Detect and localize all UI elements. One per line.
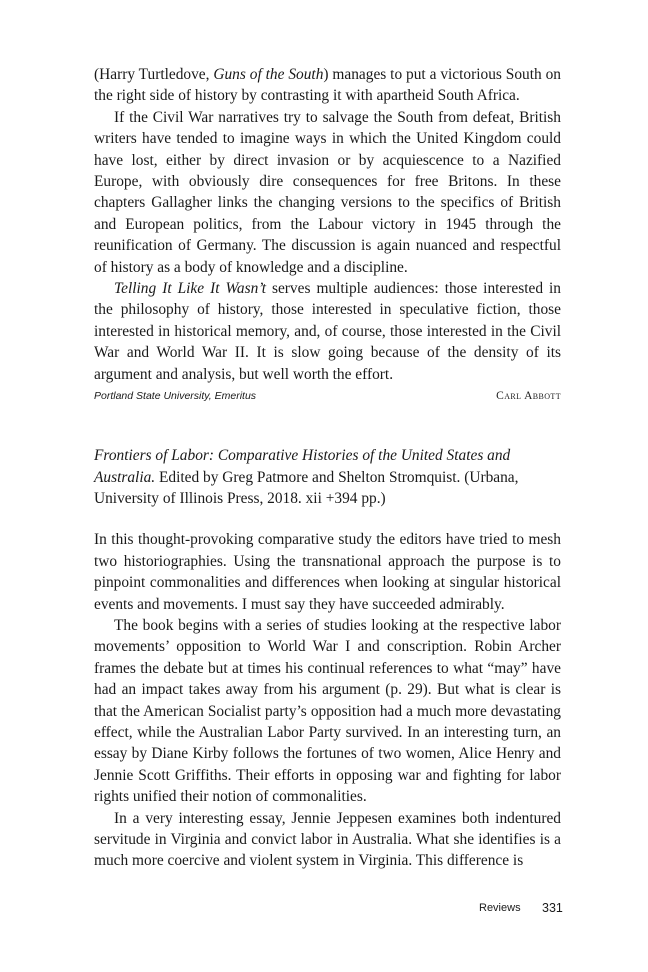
review1-paragraph-3: [94, 278, 561, 385]
page-number: 331: [542, 901, 563, 915]
book-details: Edited by Greg Patmore and Shelton Stromquist. (Urbana, University of Illinois Press, 2018. xii +394 pp.): [94, 468, 519, 507]
review1-signature: [94, 389, 561, 403]
review1-paragraph-2: If the Civil War narratives try to salvage the South from defeat, British writers have tended to imagine ways in which the United Kingdom could have lost, either by direct invasion or by acquiescence to a Nazified Europe, with obviously dire consequences for free Britons. In these chapters Gallagher links the changing versions to the specifics of British and European politics, from the Labour victory in 1945 through the reunification of Germany. The discussion is again nuanced and respectful of history as a body of knowledge and a discipline.: [94, 108, 561, 276]
review2-heading: [94, 445, 561, 509]
review2-paragraph-2: The book begins with a series of studies looking at the respective labor movements’ opposition to World War I and conscription. Robin Archer frames the debate but at times his continual references to what “may” have had an impact takes away from his argument (p. 29). But what is clear is that the American Socialist party’s opposition had a much more devastating effect, while the Australian Labor Party survived. In an interesting turn, an essay by Diane Kirby follows the fortunes of two women, Alice Henry and Jennie Scott Griffiths. Their efforts in opposing war and fighting for labor rights unified their notion of commonalities.: [94, 616, 561, 806]
text-run: ) manages to put a victorious South on the right side of history by contrasting it with apartheid South Africa.: [94, 66, 562, 105]
review2-citation: [94, 445, 561, 509]
running-footer-section: Reviews: [479, 902, 521, 914]
text-run: serves multiple audiences: those interested in the philosophy of history, those interested in speculative fiction, those interested in historical memory, and, of course, those interested in the Civil War and World War II. It is slow going because of the density of its argument and analysis, but well worth the effort.: [94, 280, 561, 383]
text-run: (Harry Turtledove,: [94, 66, 214, 83]
reviewer-name: Carl Abbott: [496, 390, 561, 403]
review1-paragraph-1: [94, 64, 561, 107]
book-title-italic: Telling It Like It Wasn’t: [114, 280, 266, 298]
book-title-italic: Guns of the South: [213, 66, 324, 83]
reviewer-affiliation: Portland State University, Emeritus: [94, 390, 257, 403]
page-footer: [0, 899, 648, 917]
review2-paragraph-1: In this thought-provoking comparative study the editors have tried to mesh two historiographies. Using the transnational approach the purpose is to pinpoint commonalities and differences when looking at singular historical events and movements. I must say they have succeeded admirably.: [94, 531, 561, 613]
book-title-italic: Frontiers of Labor: Comparative Histories of the United States and Australia.: [94, 447, 511, 486]
page-body: [94, 64, 561, 872]
review2-paragraph-3: In a very interesting essay, Jennie Jeppesen examines both indentured servitude in Virginia and convict labor in Australia. What she identifies is a much more coercive and violent system in Virginia. This difference is: [94, 809, 561, 870]
